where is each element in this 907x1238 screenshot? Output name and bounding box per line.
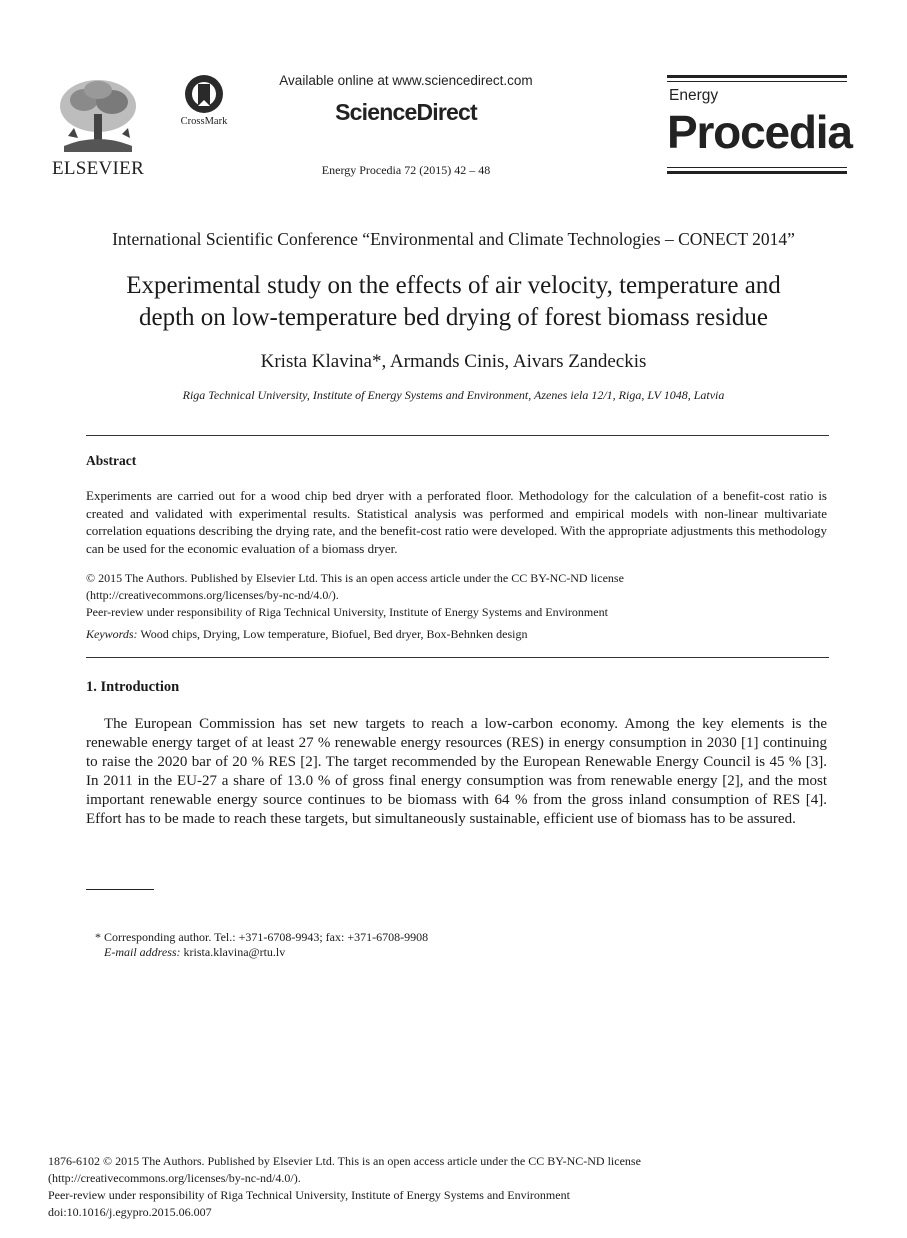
logo-energy-text: Energy [669, 87, 719, 104]
crossmark-icon [182, 74, 226, 116]
peer-review-line: Peer-review under responsibility of Riga Technical University, Institute of Energy Systems and Environment [86, 605, 608, 619]
abstract-body: Experiments are carried out for a wood chip bed dryer with a perforated floor. Methodology for the calculation of a benefit-cost ratio is created and validated with experimental results. Statistical analysis was performed and empirical models with non-linear multivariate correlation equations describing the drying rate, and the benefit-cost ratio were developed. With the appropriate adjustments this methodology can be used for the economic evaluation of a biomass dryer. [86, 488, 827, 556]
section-heading-introduction: 1. Introduction [86, 679, 180, 695]
conference-name: International Scientific Conference “Environmental and Climate Technologies – CONECT 2014” [112, 229, 795, 249]
copyright-line: © 2015 The Authors. Published by Elsevier Ltd. This is an open access article under the CC BY-NC-ND license [86, 571, 624, 585]
divider-top [86, 435, 829, 436]
footnote-rule [86, 889, 154, 890]
journal-citation: Energy Procedia 72 (2015) 42 – 48 [321, 163, 491, 177]
corresponding-author-note: * Corresponding author. Tel.: +371-6708-9943; fax: +371-6708-9908 [95, 930, 429, 944]
issn-copyright-line: 1876-6102 © 2015 The Authors. Published by Elsevier Ltd. This is an open access article under the CC BY-NC-ND license [48, 1154, 641, 1168]
crossmark-badge[interactable] [173, 74, 235, 134]
logo-rule-bottom-thin [667, 167, 847, 168]
bottom-license-link[interactable]: (http://creativecommons.org/licenses/by-nc-nd/4.0/). [48, 1171, 301, 1185]
article-title [60, 270, 847, 334]
elsevier-logo [50, 76, 146, 179]
logo-rule-bottom [667, 171, 847, 174]
logo-rule-top [667, 75, 847, 78]
email-note [104, 945, 285, 960]
bottom-peer-review: Peer-review under responsibility of Riga Technical University, Institute of Energy Systems and Environment [48, 1188, 570, 1202]
sciencedirect-logo: ScienceDirect [335, 99, 477, 125]
crossmark-label: CrossMark [180, 116, 228, 127]
available-online-text[interactable]: Available online at www.sciencedirect.com [279, 73, 533, 88]
elsevier-tree-icon [54, 76, 142, 154]
elsevier-wordmark: ELSEVIER [51, 158, 145, 179]
keywords-list: Wood chips, Drying, Low temperature, Biofuel, Bed dryer, Box-Behnken design [140, 627, 528, 641]
abstract-heading: Abstract [86, 453, 137, 468]
title-line-2: depth on low-temperature bed drying of forest biomass residue [139, 304, 768, 331]
author-list: Krista Klavina*, Armands Cinis, Aivars Zandeckis [260, 351, 647, 372]
email-address[interactable]: krista.klavina@rtu.lv [183, 945, 286, 959]
license-link[interactable]: (http://creativecommons.org/licenses/by-nc-nd/4.0/). [86, 588, 339, 602]
logo-rule-top-thin [667, 81, 847, 82]
email-label: E-mail address: [104, 945, 181, 959]
doi-link[interactable]: doi:10.1016/j.egypro.2015.06.007 [48, 1205, 212, 1219]
keywords-line [86, 626, 827, 643]
divider-bottom [86, 657, 829, 658]
introduction-paragraph: The European Commission has set new targets to reach a low-carbon economy. Among the key elements is the renewable energy target of at least 27 % renewable energy resources (RES) in energy consumption in 2030 [1] continuing to raise the 2020 bar of 20 % RES [2]. The target recommended by the European Renewable Energy Council is 45 % [3]. In 2011 in the EU-27 a share of 13.0 % of gross final energy consumption was from renewable energy [2], and the most important renewable energy source continues to be biomass with 64 % from the gross inland consumption of RES [4]. Effort has to be made to reach these targets, but simultaneously sustainable, efficient use of biomass has to be assured. [86, 716, 827, 827]
logo-procedia-text: Procedia [667, 106, 852, 158]
keywords-label: Keywords: [86, 627, 138, 641]
energy-procedia-logo [667, 75, 852, 177]
affiliation: Riga Technical University, Institute of Energy Systems and Environment, Azenes iela 12/1, Riga, LV 1048, Latvia [182, 388, 725, 402]
title-line-1: Experimental study on the effects of air velocity, temperature and [126, 272, 781, 299]
